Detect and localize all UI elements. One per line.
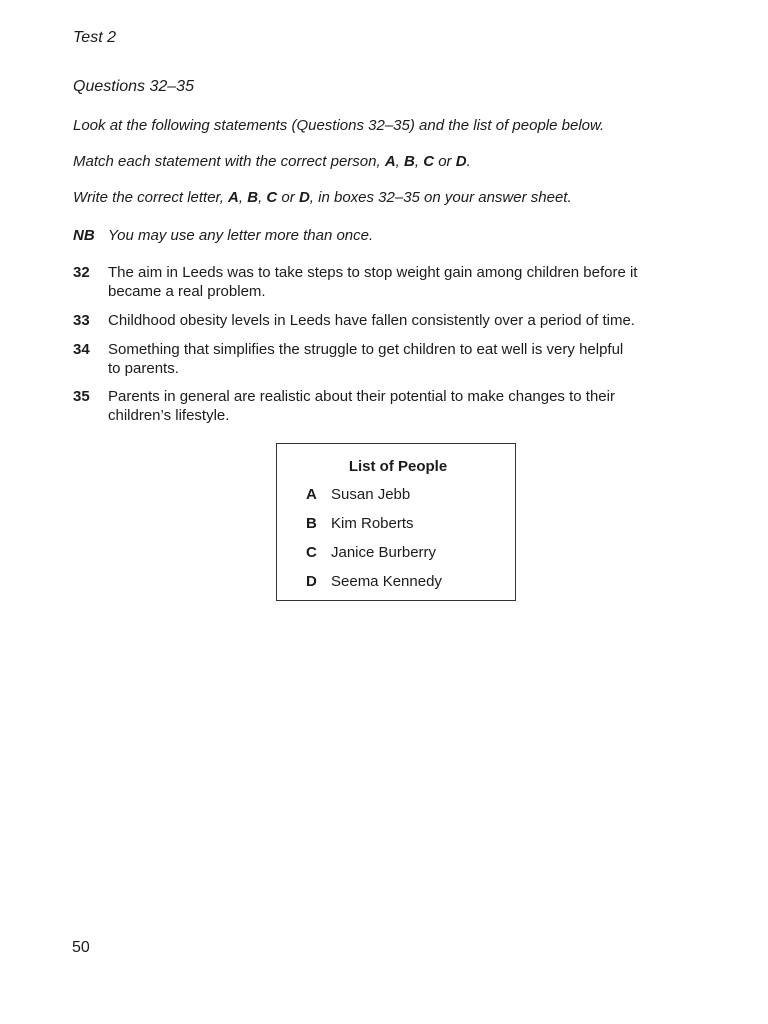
- person-letter: C: [306, 544, 317, 561]
- question-text-line: children’s lifestyle.: [108, 407, 230, 424]
- list-of-people-title: List of People: [348, 458, 448, 475]
- list-of-people-box: [276, 443, 516, 601]
- question-number: 32: [73, 264, 90, 281]
- instruction-look: Look at the following statements (Questions 32–35) and the list of people below.: [73, 117, 605, 134]
- question-item: [73, 311, 703, 330]
- person-name: Janice Burberry: [331, 544, 437, 561]
- question-text-line: The aim in Leeds was to take steps to stop weight gain among children before it: [108, 264, 638, 281]
- option-letter-d: D: [455, 153, 467, 170]
- person-item: [306, 486, 410, 503]
- question-number: 35: [73, 388, 90, 405]
- instruction-match-pre: Match each statement with the correct person,: [73, 153, 385, 170]
- option-letter-c: C: [266, 189, 278, 206]
- person-name: Seema Kennedy: [331, 573, 442, 590]
- instruction-post: , in boxes 32–35 on your answer sheet.: [309, 189, 572, 206]
- question-number: 34: [73, 341, 90, 358]
- person-name: Susan Jebb: [331, 486, 411, 503]
- person-item: [306, 573, 442, 590]
- section-title: Questions 32–35: [73, 78, 194, 95]
- question-text-line: Parents in general are realistic about their potential to make changes to their: [108, 388, 615, 405]
- page-number: 50: [72, 939, 90, 956]
- question-item: [73, 387, 703, 425]
- instruction-or: or: [434, 153, 456, 170]
- instruction-sep: ,: [414, 153, 424, 170]
- nb-note: [73, 227, 373, 244]
- instruction-sep: ,: [395, 153, 405, 170]
- question-text-line: to parents.: [108, 360, 179, 377]
- question-item: [73, 340, 703, 378]
- person-name: Kim Roberts: [331, 515, 414, 532]
- person-letter: B: [306, 515, 317, 532]
- instruction-write-pre: Write the correct letter,: [73, 189, 229, 206]
- nb-label: NB: [73, 227, 95, 244]
- person-item: [306, 544, 436, 561]
- nb-text: You may use any letter more than once.: [108, 227, 374, 244]
- option-letter-d: D: [298, 189, 310, 206]
- question-number: 33: [73, 312, 90, 329]
- question-text-line: Something that simplifies the struggle to get children to eat well is very helpful: [108, 341, 624, 358]
- question-item: [73, 263, 703, 301]
- option-letter-b: B: [247, 189, 259, 206]
- option-letter-c: C: [423, 153, 435, 170]
- person-item: [306, 515, 414, 532]
- option-letter-a: A: [228, 189, 239, 206]
- instruction-post: .: [466, 153, 471, 170]
- instruction-sep: ,: [238, 189, 248, 206]
- question-text-line: Childhood obesity levels in Leeds have fallen consistently over a period of time.: [108, 312, 635, 329]
- person-letter: D: [306, 573, 317, 590]
- instruction-match: [73, 153, 471, 170]
- person-letter: A: [306, 486, 317, 503]
- instruction-sep: ,: [258, 189, 267, 206]
- option-letter-a: A: [384, 153, 396, 170]
- question-text-line: became a real problem.: [108, 283, 266, 300]
- instruction-write: [73, 189, 572, 206]
- running-head: Test 2: [73, 29, 116, 46]
- option-letter-b: B: [404, 153, 415, 170]
- instruction-or: or: [277, 189, 299, 206]
